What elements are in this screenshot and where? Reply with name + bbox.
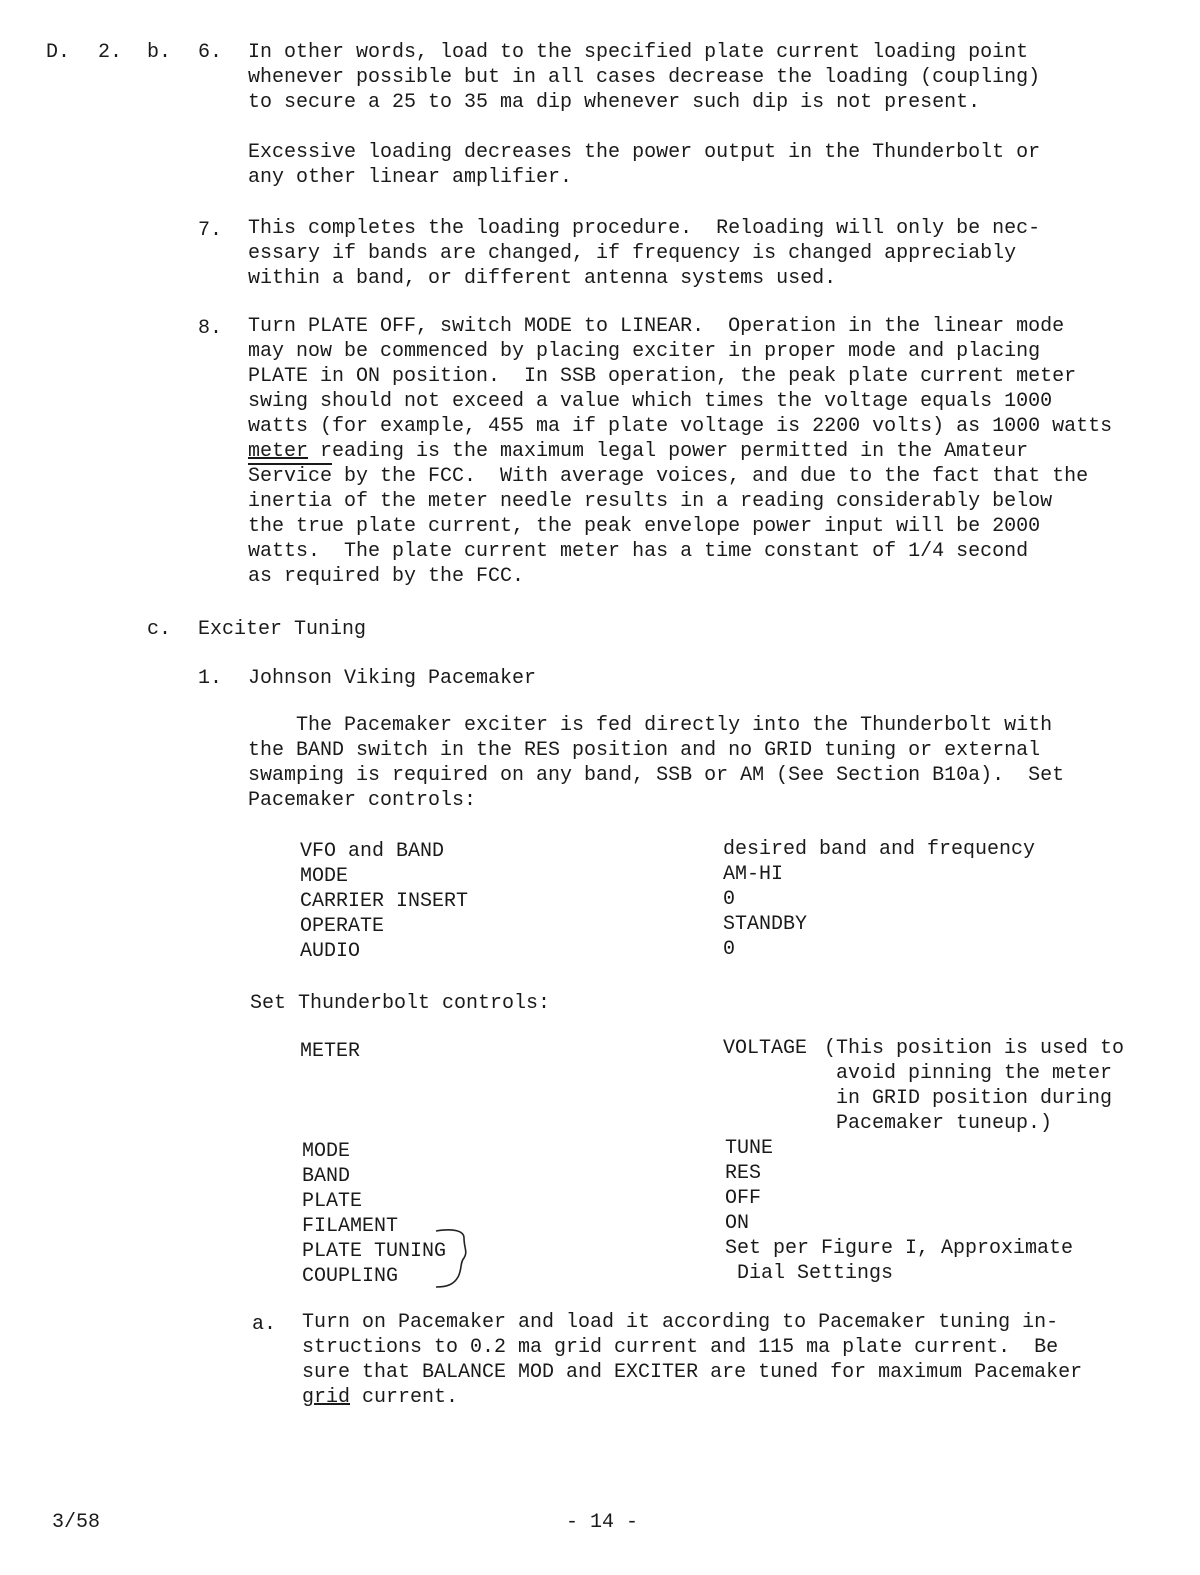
text-line: Pacemaker controls: — [248, 789, 477, 812]
underlined-word: grid — [302, 1386, 351, 1409]
text-line: Turn on Pacemaker and load it according to Pacemaker tuning in- — [302, 1311, 1059, 1334]
item-6-text — [248, 40, 1040, 115]
control-name: BAND — [302, 1165, 351, 1188]
text-line: watts. The plate current meter has a time constant of 1/4 second — [248, 540, 1029, 563]
text-line — [248, 439, 1112, 464]
note-line: (This position is used to — [824, 1037, 1125, 1060]
control-value-meter: VOLTAGE — [723, 1037, 808, 1060]
note-line: Pacemaker tuneup.) — [824, 1112, 1053, 1135]
note-line: avoid pinning the meter — [824, 1062, 1113, 1085]
item-6-note — [248, 140, 1040, 190]
control-name-meter: METER — [300, 1040, 361, 1063]
text-line: to secure a 25 to 35 ma dip whenever such dip is not present. — [248, 91, 981, 114]
control-name: MODE — [300, 865, 349, 888]
section-marker-2: 2. — [98, 41, 123, 64]
control-name: FILAMENT — [302, 1215, 399, 1238]
text-fragment: by the FCC. With average voices, and due to the fact that the — [332, 465, 1089, 488]
overlined-word: Service — [248, 465, 333, 488]
control-name: VFO and BAND — [300, 840, 445, 863]
text-line: This completes the loading procedure. Reloading will only be nec- — [248, 217, 1041, 240]
pacemaker-control-values — [723, 837, 1035, 962]
control-name: AUDIO — [300, 940, 361, 963]
item-number-7: 7. — [198, 219, 223, 242]
text-fragment: current. — [350, 1386, 459, 1409]
text-line — [248, 464, 1112, 489]
control-name: OPERATE — [300, 915, 385, 938]
control-value: desired band and frequency — [723, 838, 1036, 861]
section-title: Exciter Tuning — [198, 618, 367, 641]
control-value: ON — [725, 1212, 750, 1235]
text-line: In other words, load to the specified plate current loading point — [248, 41, 1029, 64]
control-value: TUNE — [725, 1137, 774, 1160]
text-line: PLATE in ON position. In SSB operation, the peak plate current meter — [248, 365, 1077, 388]
meter-note — [824, 1036, 1124, 1136]
control-value: RES — [725, 1162, 762, 1185]
control-name: PLATE TUNING — [302, 1240, 447, 1263]
section-marker-b: b. — [147, 41, 172, 64]
text-line: whenever possible but in all cases decrease the loading (coupling) — [248, 66, 1041, 89]
control-name: PLATE — [302, 1190, 363, 1213]
text-line: watts (for example, 455 ma if plate voltage is 2200 volts) as 1000 watts — [248, 415, 1113, 438]
underlined-word: meter — [248, 440, 309, 463]
subsection-title: Johnson Viking Pacemaker — [248, 667, 537, 690]
control-value: Dial Settings — [725, 1262, 894, 1285]
text-line: The Pacemaker exciter is fed directly into the Thunderbolt with — [248, 714, 1053, 737]
text-line: essary if bands are changed, if frequency is changed appreciably — [248, 242, 1017, 265]
control-name: MODE — [302, 1140, 351, 1163]
text-line: Turn PLATE OFF, switch MODE to LINEAR. Operation in the linear mode — [248, 315, 1065, 338]
subsection-number-1: 1. — [198, 667, 223, 690]
section-marker-c: c. — [147, 618, 172, 641]
pacemaker-paragraph — [248, 713, 1064, 813]
text-line: swamping is required on any band, SSB or AM (See Section B10a). Set — [248, 764, 1065, 787]
thunderbolt-control-values — [725, 1136, 1073, 1286]
text-fragment: reading is the maximum legal power permitted in the Amateur — [308, 440, 1029, 463]
footer-date: 3/58 — [52, 1511, 101, 1534]
control-value: OFF — [725, 1187, 762, 1210]
pacemaker-control-names — [300, 839, 468, 964]
item-number-6: 6. — [198, 41, 223, 64]
text-line: structions to 0.2 ma grid current and 115 ma plate current. Be — [302, 1336, 1059, 1359]
note-line: in GRID position during — [824, 1087, 1113, 1110]
thunderbolt-heading: Set Thunderbolt controls: — [250, 992, 551, 1015]
text-line: the BAND switch in the RES position and no GRID tuning or external — [248, 739, 1041, 762]
item-number-8: 8. — [198, 317, 223, 340]
page-number: - 14 - — [566, 1511, 639, 1534]
control-value: 0 — [723, 938, 736, 961]
text-line: swing should not exceed a value which times the voltage equals 1000 — [248, 390, 1053, 413]
control-value: 0 — [723, 888, 736, 911]
section-marker-d: D. — [46, 41, 71, 64]
text-line: inertia of the meter needle results in a reading considerably below — [248, 490, 1053, 513]
text-line: as required by the FCC. — [248, 565, 525, 588]
control-value: STANDBY — [723, 913, 808, 936]
step-a-text — [302, 1310, 1082, 1410]
control-name: COUPLING — [302, 1265, 399, 1288]
control-value: AM-HI — [723, 863, 784, 886]
step-letter-a: a. — [252, 1313, 277, 1336]
text-line: Excessive loading decreases the power output in the Thunderbolt or — [248, 141, 1041, 164]
text-line: any other linear amplifier. — [248, 166, 573, 189]
control-value: Set per Figure I, Approximate — [725, 1237, 1074, 1260]
text-line: the true plate current, the peak envelope power input will be 2000 — [248, 515, 1041, 538]
text-line: within a band, or different antenna systems used. — [248, 267, 837, 290]
item-8-text — [248, 314, 1112, 589]
control-name: CARRIER INSERT — [300, 890, 469, 913]
item-7-text — [248, 216, 1040, 291]
text-line: may now be commenced by placing exciter in proper mode and placing — [248, 340, 1041, 363]
text-line: sure that BALANCE MOD and EXCITER are tuned for maximum Pacemaker — [302, 1361, 1083, 1384]
text-line — [302, 1385, 1082, 1410]
brace-mark — [420, 1222, 480, 1290]
